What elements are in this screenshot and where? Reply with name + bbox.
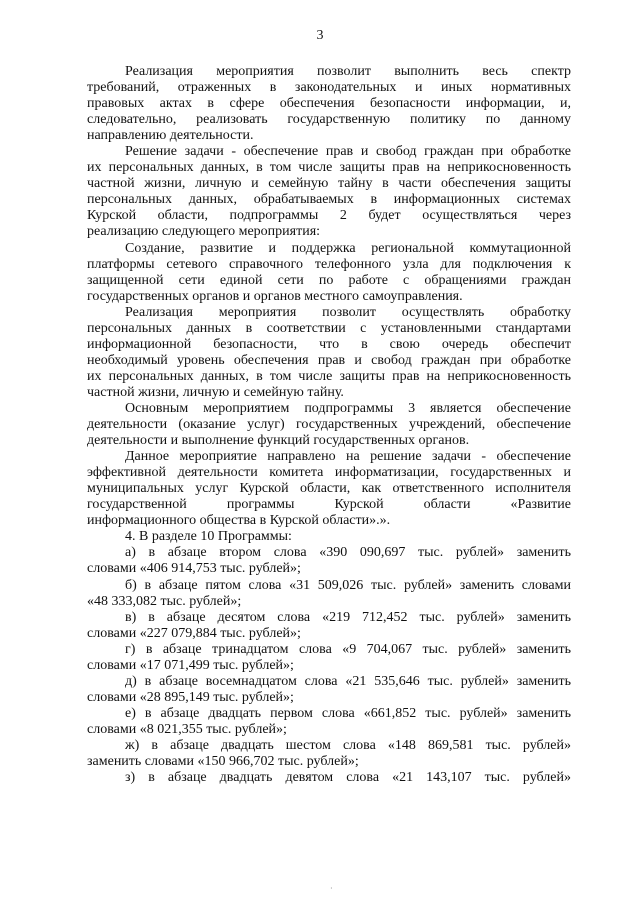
- text-line: словами «17 071,499 тыс. рублей»;: [87, 657, 294, 673]
- text-line: г) в абзаце тринадцатом слова «9 704,067 тыс. рублей» заменить: [125, 641, 571, 657]
- text-line: д) в абзаце восемнадцатом слова «21 535,646 тыс. рублей» заменить: [125, 673, 571, 689]
- text-line: а) в абзаце втором слова «390 090,697 тыс. рублей» заменить: [125, 545, 571, 561]
- text-line: словами «8 021,355 тыс. рублей»;: [87, 721, 287, 737]
- text-line: государственных органов и органов местного самоуправления.: [87, 288, 463, 304]
- text-line: заменить словами «150 966,702 тыс. рублей»;: [87, 754, 359, 770]
- text-line: реализацию следующего мероприятия:: [87, 224, 321, 240]
- text-line: деятельности и выполнение функций государственных органов.: [87, 433, 470, 449]
- text-line: б) в абзаце пятом слова «31 509,026 тыс. рублей» заменить словами: [125, 577, 571, 593]
- text-line: словами «406 914,753 тыс. рублей»;: [87, 561, 301, 577]
- text-line: следовательно, реализовать государственную политику по данному: [87, 112, 571, 128]
- text-line: муниципальных услуг Курской области, как ответственного исполнителя: [87, 481, 571, 497]
- text-line: требований, отраженных в законодательных и иных нормативных: [87, 80, 571, 96]
- text-line: защищенной сети единой сети по работе с обращениями граждан: [87, 272, 571, 288]
- text-line: информационного общества в Курской области».».: [87, 513, 391, 529]
- text-line: Реализация мероприятия позволит выполнить весь спектр: [125, 64, 571, 79]
- text-line: «48 333,082 тыс. рублей»;: [87, 593, 242, 609]
- text-line: правовых актах в сфере обеспечения безопасности информации, и,: [87, 96, 571, 112]
- text-line: информационной безопасности, что в свою очередь обеспечит: [87, 336, 571, 352]
- scan-artifact-dot: ·: [330, 884, 333, 893]
- text-line: словами «28 895,149 тыс. рублей»;: [87, 689, 294, 705]
- text-line: персональных данных, обрабатываемых в информационных системах: [87, 192, 571, 208]
- text-line: их персональных данных, в том числе защиты прав на неприкосновенность: [87, 160, 571, 176]
- text-line: их персональных данных, в том числе защиты прав на неприкосновенность: [87, 368, 571, 384]
- text-line: частной жизни, личную и семейную тайну в части обеспечения защиты: [87, 176, 571, 192]
- text-line: частной жизни, личную и семейную тайну.: [87, 384, 344, 400]
- text-line: в) в абзаце десятом слова «219 712,452 тыс. рублей» заменить: [125, 609, 571, 625]
- text-line: Основным мероприятием подпрограммы 3 является обеспечение: [125, 400, 571, 416]
- text-line: Курской области, подпрограммы 2 будет осуществляться через: [87, 208, 571, 224]
- text-line: з) в абзаце двадцать девятом слова «21 143,107 тыс. рублей»: [125, 770, 571, 786]
- text-line: Данное мероприятие направлено на решение задачи - обеспечение: [125, 449, 571, 465]
- text-line: государственной программы Курской области «Развитие: [87, 497, 571, 513]
- text-line: платформы сетевого справочного телефонного узла для подключения к: [87, 256, 571, 272]
- text-line: деятельности (оказание услуг) государственных учреждений, обеспечение: [87, 417, 571, 433]
- text-line: е) в абзаце двадцать первом слова «661,852 тыс. рублей» заменить: [125, 705, 571, 721]
- text-line: Решение задачи - обеспечение прав и свобод граждан при обработке: [125, 144, 571, 160]
- document-body: [87, 64, 571, 786]
- text-line: ж) в абзаце двадцать шестом слова «148 869,581 тыс. рублей»: [125, 737, 571, 753]
- text-line: персональных данных в соответствии с установленными стандартами: [87, 320, 571, 336]
- text-line: необходимый уровень обеспечения прав и свобод граждан при обработке: [87, 352, 571, 368]
- text-line: словами «227 079,884 тыс. рублей»;: [87, 625, 301, 641]
- text-line: 4. В разделе 10 Программы:: [125, 529, 292, 545]
- text-line: Реализация мероприятия позволит осуществлять обработку: [125, 304, 571, 320]
- text-line: направлению деятельности.: [87, 128, 254, 144]
- page-number: 3: [316, 28, 324, 43]
- text-line: Создание, развитие и поддержка региональной коммутационной: [125, 240, 571, 256]
- text-line: эффективной деятельности комитета информатизации, государственных и: [87, 465, 571, 481]
